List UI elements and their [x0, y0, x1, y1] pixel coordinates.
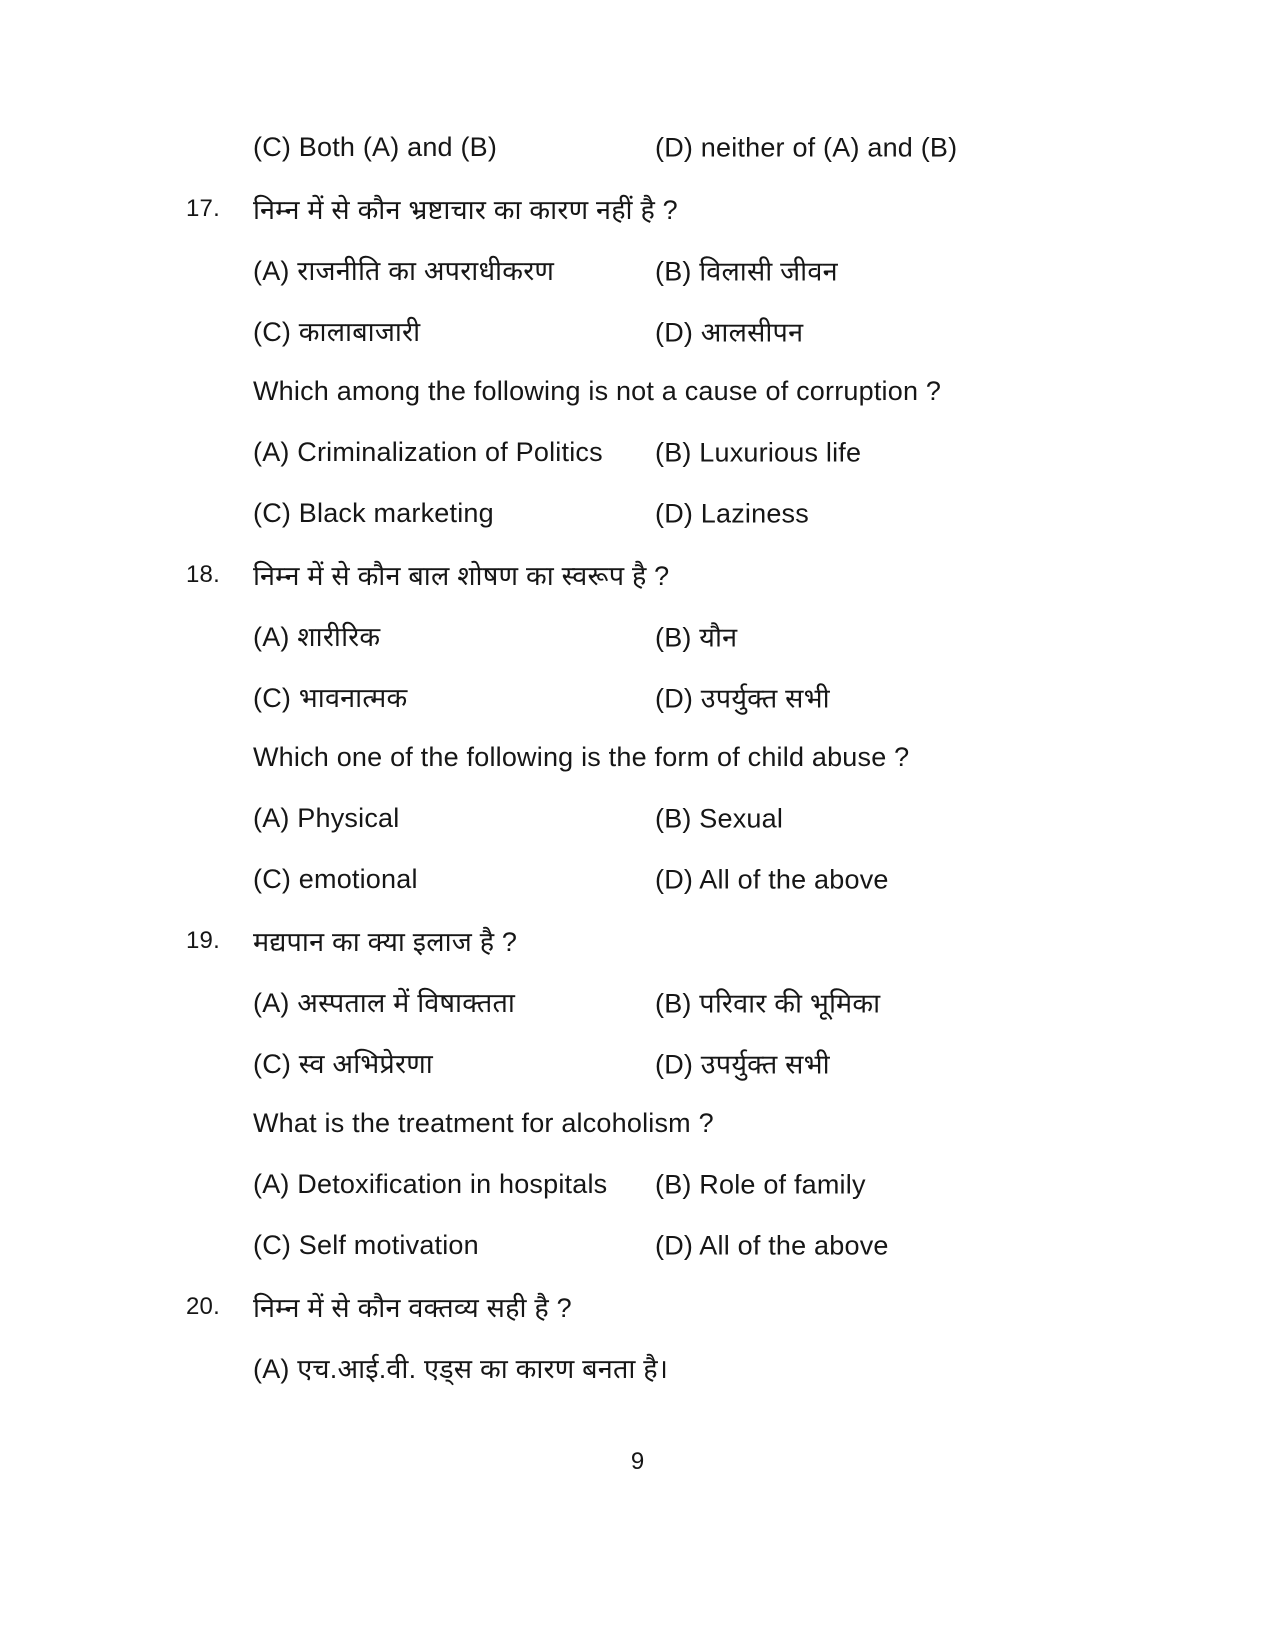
option-a-hindi: (A) शारीरिक — [253, 622, 381, 652]
option-d-english: (D) All of the above — [655, 1230, 889, 1260]
option-d-hindi: (D) उपर्युक्त सभी — [655, 683, 830, 713]
prev-option-d: (D) neither of (A) and (B) — [655, 132, 958, 162]
question-text-hindi: निम्न में से कौन बाल शोषण का स्वरूप है ? — [253, 561, 670, 591]
hindi-options-cd-row — [0, 300, 1275, 361]
hindi-options-cd-row — [0, 1032, 1275, 1093]
hindi-options-ab-row — [0, 605, 1275, 666]
prev-option-c: (C) Both (A) and (B) — [253, 132, 498, 162]
question-english-row — [0, 1093, 1275, 1154]
question-number: 17. — [186, 194, 220, 222]
hindi-options-ab-row — [0, 971, 1275, 1032]
option-c-hindi: (C) स्व अभिप्रेरणा — [253, 1049, 433, 1079]
prev-question-options-row — [0, 117, 1275, 178]
question-hindi-row — [0, 544, 1275, 605]
question-text-hindi: निम्न में से कौन भ्रष्टाचार का कारण नहीं है ? — [253, 195, 678, 225]
option-a-english: (A) Detoxification in hospitals — [253, 1169, 608, 1199]
option-b-english: (B) Role of family — [655, 1169, 866, 1199]
question-number: 20. — [186, 1292, 220, 1320]
question-17 — [0, 178, 1275, 544]
hindi-options-cd-row — [0, 666, 1275, 727]
english-options-ab-row — [0, 1154, 1275, 1215]
option-a-english: (A) Criminalization of Politics — [253, 437, 603, 467]
question-19 — [0, 910, 1275, 1276]
option-c-english: (C) Self motivation — [253, 1230, 479, 1260]
english-options-cd-row — [0, 483, 1275, 544]
question-text-english: Which one of the following is the form of child abuse ? — [253, 742, 910, 772]
option-b-english: (B) Luxurious life — [655, 437, 862, 467]
option-d-hindi: (D) उपर्युक्त सभी — [655, 1049, 830, 1079]
option-a-hindi: (A) अस्पताल में विषाक्तता — [253, 988, 516, 1018]
question-text-hindi: मद्यपान का क्या इलाज है ? — [253, 927, 518, 957]
question-hindi-row — [0, 910, 1275, 971]
question-english-row — [0, 361, 1275, 422]
page-number: 9 — [630, 1448, 645, 1475]
option-a-english: (A) Physical — [253, 803, 400, 833]
question-text-english: Which among the following is not a cause of corruption ? — [253, 376, 942, 406]
option-c-hindi: (C) कालाबाजारी — [253, 317, 421, 347]
question-number: 18. — [186, 560, 220, 588]
english-options-cd-row — [0, 849, 1275, 910]
english-options-cd-row — [0, 1215, 1275, 1276]
option-b-hindi: (B) यौन — [655, 622, 738, 652]
option-d-english: (D) All of the above — [655, 864, 889, 894]
option-b-hindi: (B) परिवार की भूमिका — [655, 988, 881, 1018]
hindi-option-a-row — [0, 1337, 1275, 1398]
english-options-ab-row — [0, 422, 1275, 483]
question-hindi-row — [0, 178, 1275, 239]
question-20 — [0, 1276, 1275, 1398]
question-text-english: What is the treatment for alcoholism ? — [253, 1108, 714, 1138]
option-a-hindi: (A) एच.आई.वी. एड्स का कारण बनता है। — [253, 1354, 669, 1384]
option-a-hindi: (A) राजनीति का अपराधीकरण — [253, 256, 555, 286]
option-b-hindi: (B) विलासी जीवन — [655, 256, 838, 286]
question-english-row — [0, 727, 1275, 788]
hindi-options-ab-row — [0, 239, 1275, 300]
question-number: 19. — [186, 926, 220, 954]
question-text-hindi: निम्न में से कौन वक्तव्य सही है ? — [253, 1293, 572, 1323]
option-d-english: (D) Laziness — [655, 498, 809, 528]
option-b-english: (B) Sexual — [655, 803, 784, 833]
option-c-english: (C) emotional — [253, 864, 418, 894]
option-d-hindi: (D) आलसीपन — [655, 317, 804, 347]
english-options-ab-row — [0, 788, 1275, 849]
question-hindi-row — [0, 1276, 1275, 1337]
question-18 — [0, 544, 1275, 910]
option-c-hindi: (C) भावनात्मक — [253, 683, 408, 713]
option-c-english: (C) Black marketing — [253, 498, 494, 528]
